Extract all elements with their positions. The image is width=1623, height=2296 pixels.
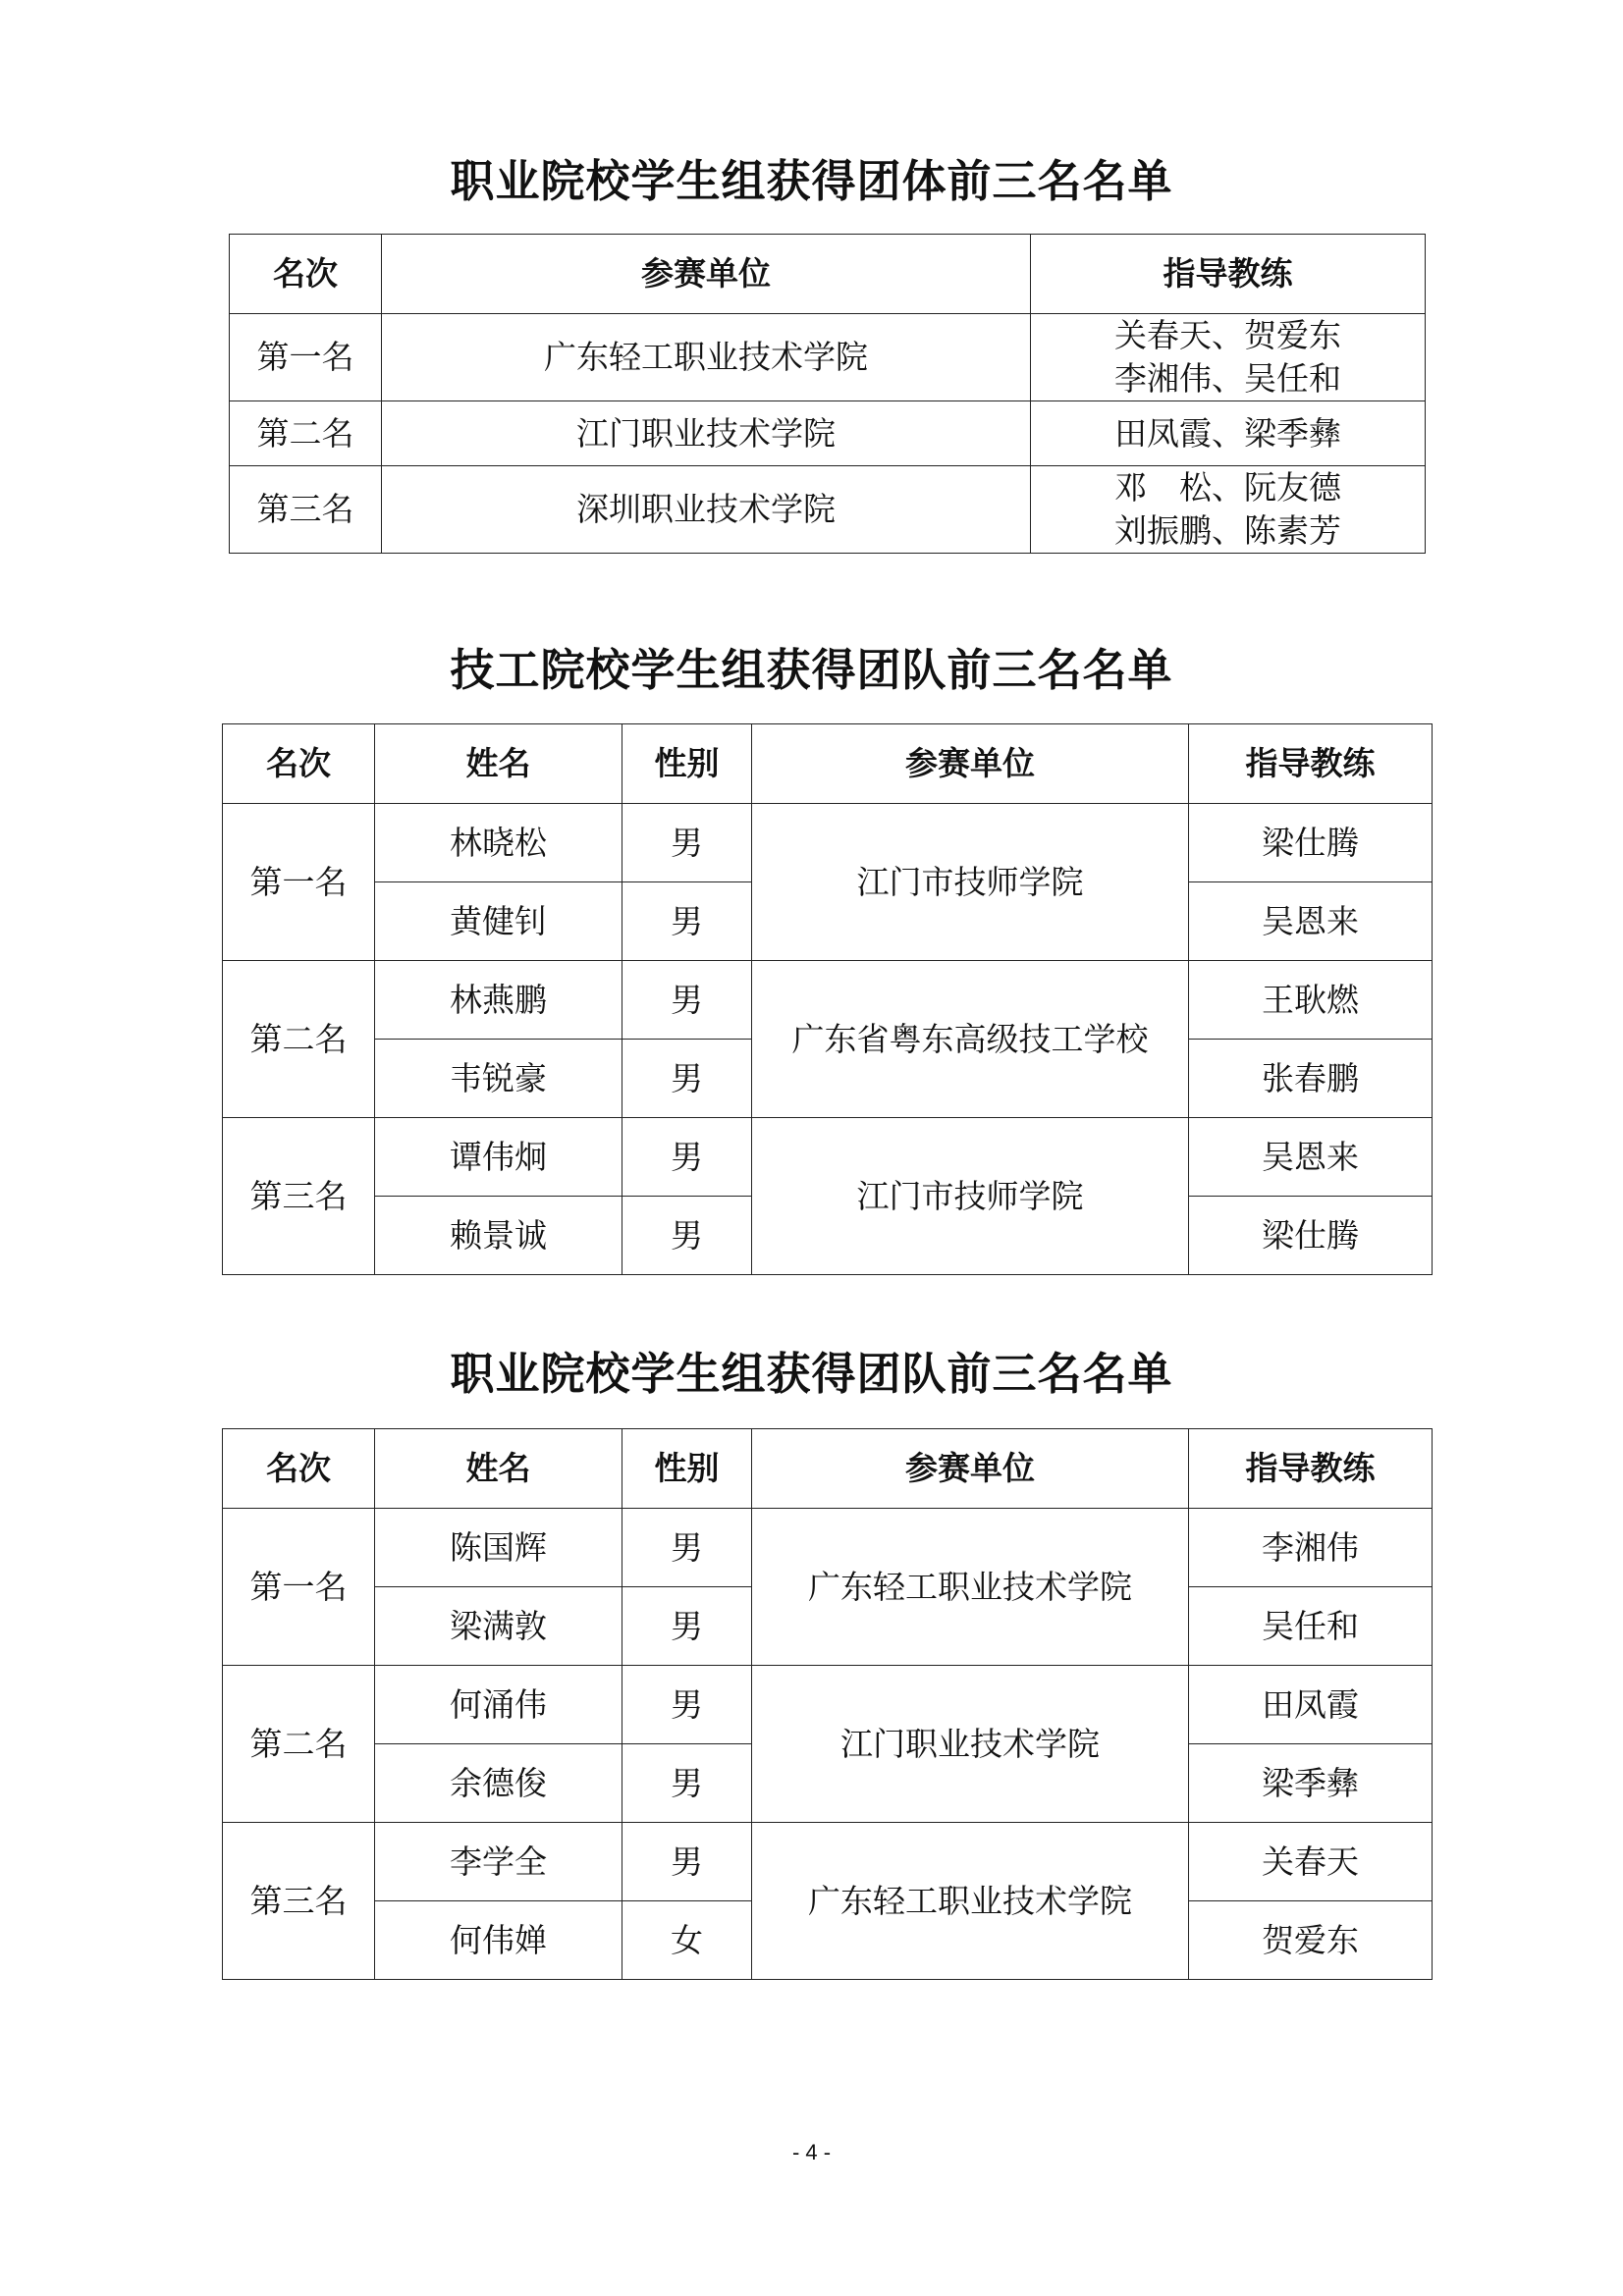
unit-cell: 江门职业技术学院	[382, 401, 1031, 466]
table-row	[223, 1118, 1433, 1197]
team-ranking-table	[229, 234, 1426, 554]
table-row	[230, 401, 1426, 466]
coach-cell: 梁季彝	[1189, 1744, 1433, 1823]
header-rank: 名次	[223, 1429, 375, 1509]
tech-team-table	[222, 723, 1433, 1275]
table-row	[223, 804, 1433, 882]
coach-cell: 李湘伟	[1189, 1509, 1433, 1587]
header-rank: 名次	[230, 235, 382, 314]
table-row	[223, 1509, 1433, 1587]
team-table-title: 职业院校学生组获得团体前三名名单	[450, 155, 1173, 207]
coach-cell: 关春天	[1189, 1823, 1433, 1901]
rank-cell: 第一名	[230, 314, 382, 401]
unit-cell: 江门市技师学院	[752, 1118, 1189, 1275]
name-cell: 林晓松	[375, 804, 622, 882]
table-header-row	[223, 724, 1433, 804]
voc-table-title: 职业院校学生组获得团队前三名名单	[450, 1348, 1173, 1400]
voc-team-table	[222, 1428, 1433, 1980]
unit-cell: 广东轻工职业技术学院	[752, 1509, 1189, 1666]
name-cell: 余德俊	[375, 1744, 622, 1823]
coach-cell: 梁仕腾	[1189, 1197, 1433, 1275]
header-rank: 名次	[223, 724, 375, 804]
gender-cell: 女	[622, 1901, 752, 1980]
rank-cell: 第三名	[223, 1118, 375, 1275]
coach-cell	[1031, 466, 1426, 554]
rank-cell: 第三名	[230, 466, 382, 554]
coach-line: 田凤霞、梁季彝	[1114, 413, 1341, 453]
gender-cell: 男	[622, 1509, 752, 1587]
header-unit: 参赛单位	[382, 235, 1031, 314]
table-row	[230, 466, 1426, 554]
name-cell: 黄健钊	[375, 882, 622, 961]
gender-cell: 男	[622, 1666, 752, 1744]
unit-cell: 深圳职业技术学院	[382, 466, 1031, 554]
header-unit: 参赛单位	[752, 1429, 1189, 1509]
rank-cell: 第二名	[223, 961, 375, 1118]
rank-cell: 第一名	[223, 804, 375, 961]
header-gender: 性别	[622, 1429, 752, 1509]
unit-cell: 广东省粤东高级技工学校	[752, 961, 1189, 1118]
name-cell: 李学全	[375, 1823, 622, 1901]
rank-cell: 第二名	[230, 401, 382, 466]
table-row	[223, 1823, 1433, 1901]
header-name: 姓名	[375, 1429, 622, 1509]
gender-cell: 男	[622, 1587, 752, 1666]
header-unit: 参赛单位	[752, 724, 1189, 804]
table-row	[230, 314, 1426, 401]
coach-cell	[1031, 314, 1426, 401]
gender-cell: 男	[622, 804, 752, 882]
header-gender: 性别	[622, 724, 752, 804]
name-cell: 梁满敦	[375, 1587, 622, 1666]
name-cell: 韦锐豪	[375, 1040, 622, 1118]
rank-cell: 第三名	[223, 1823, 375, 1980]
gender-cell: 男	[622, 1040, 752, 1118]
rank-cell: 第一名	[223, 1509, 375, 1666]
header-coach: 指导教练	[1031, 235, 1426, 314]
gender-cell: 男	[622, 1744, 752, 1823]
name-cell: 何伟婵	[375, 1901, 622, 1980]
name-cell: 谭伟炯	[375, 1118, 622, 1197]
page-number: - 4 -	[791, 2140, 832, 2164]
coach-cell: 梁仕腾	[1189, 804, 1433, 882]
coach-line: 刘振鹏、陈素芳	[1114, 511, 1341, 550]
table-header-row	[223, 1429, 1433, 1509]
coach-cell: 吴任和	[1189, 1587, 1433, 1666]
coach-cell: 田凤霞	[1189, 1666, 1433, 1744]
coach-line: 关春天、贺爱东	[1114, 316, 1341, 354]
name-cell: 陈国辉	[375, 1509, 622, 1587]
coach-cell: 吴恩来	[1189, 1118, 1433, 1197]
tech-table-title: 技工院校学生组获得团队前三名名单	[450, 644, 1173, 696]
coach-cell: 贺爱东	[1189, 1901, 1433, 1980]
name-cell: 林燕鹏	[375, 961, 622, 1040]
table-row	[223, 1666, 1433, 1744]
unit-cell: 江门职业技术学院	[752, 1666, 1189, 1823]
coach-cell: 吴恩来	[1189, 882, 1433, 961]
rank-cell: 第二名	[223, 1666, 375, 1823]
table-row	[223, 961, 1433, 1040]
unit-cell: 广东轻工职业技术学院	[752, 1823, 1189, 1980]
coach-cell: 张春鹏	[1189, 1040, 1433, 1118]
gender-cell: 男	[622, 1823, 752, 1901]
header-name: 姓名	[375, 724, 622, 804]
gender-cell: 男	[622, 961, 752, 1040]
name-cell: 何涌伟	[375, 1666, 622, 1744]
unit-cell: 江门市技师学院	[752, 804, 1189, 961]
coach-cell: 王耿燃	[1189, 961, 1433, 1040]
coach-line: 邓 松、阮友德	[1114, 468, 1341, 507]
header-coach: 指导教练	[1189, 724, 1433, 804]
gender-cell: 男	[622, 1118, 752, 1197]
name-cell: 赖景诚	[375, 1197, 622, 1275]
unit-cell: 广东轻工职业技术学院	[382, 314, 1031, 401]
table-header-row	[230, 235, 1426, 314]
coach-cell	[1031, 401, 1426, 466]
header-coach: 指导教练	[1189, 1429, 1433, 1509]
gender-cell: 男	[622, 882, 752, 961]
gender-cell: 男	[622, 1197, 752, 1275]
coach-line: 李湘伟、吴任和	[1114, 359, 1341, 398]
